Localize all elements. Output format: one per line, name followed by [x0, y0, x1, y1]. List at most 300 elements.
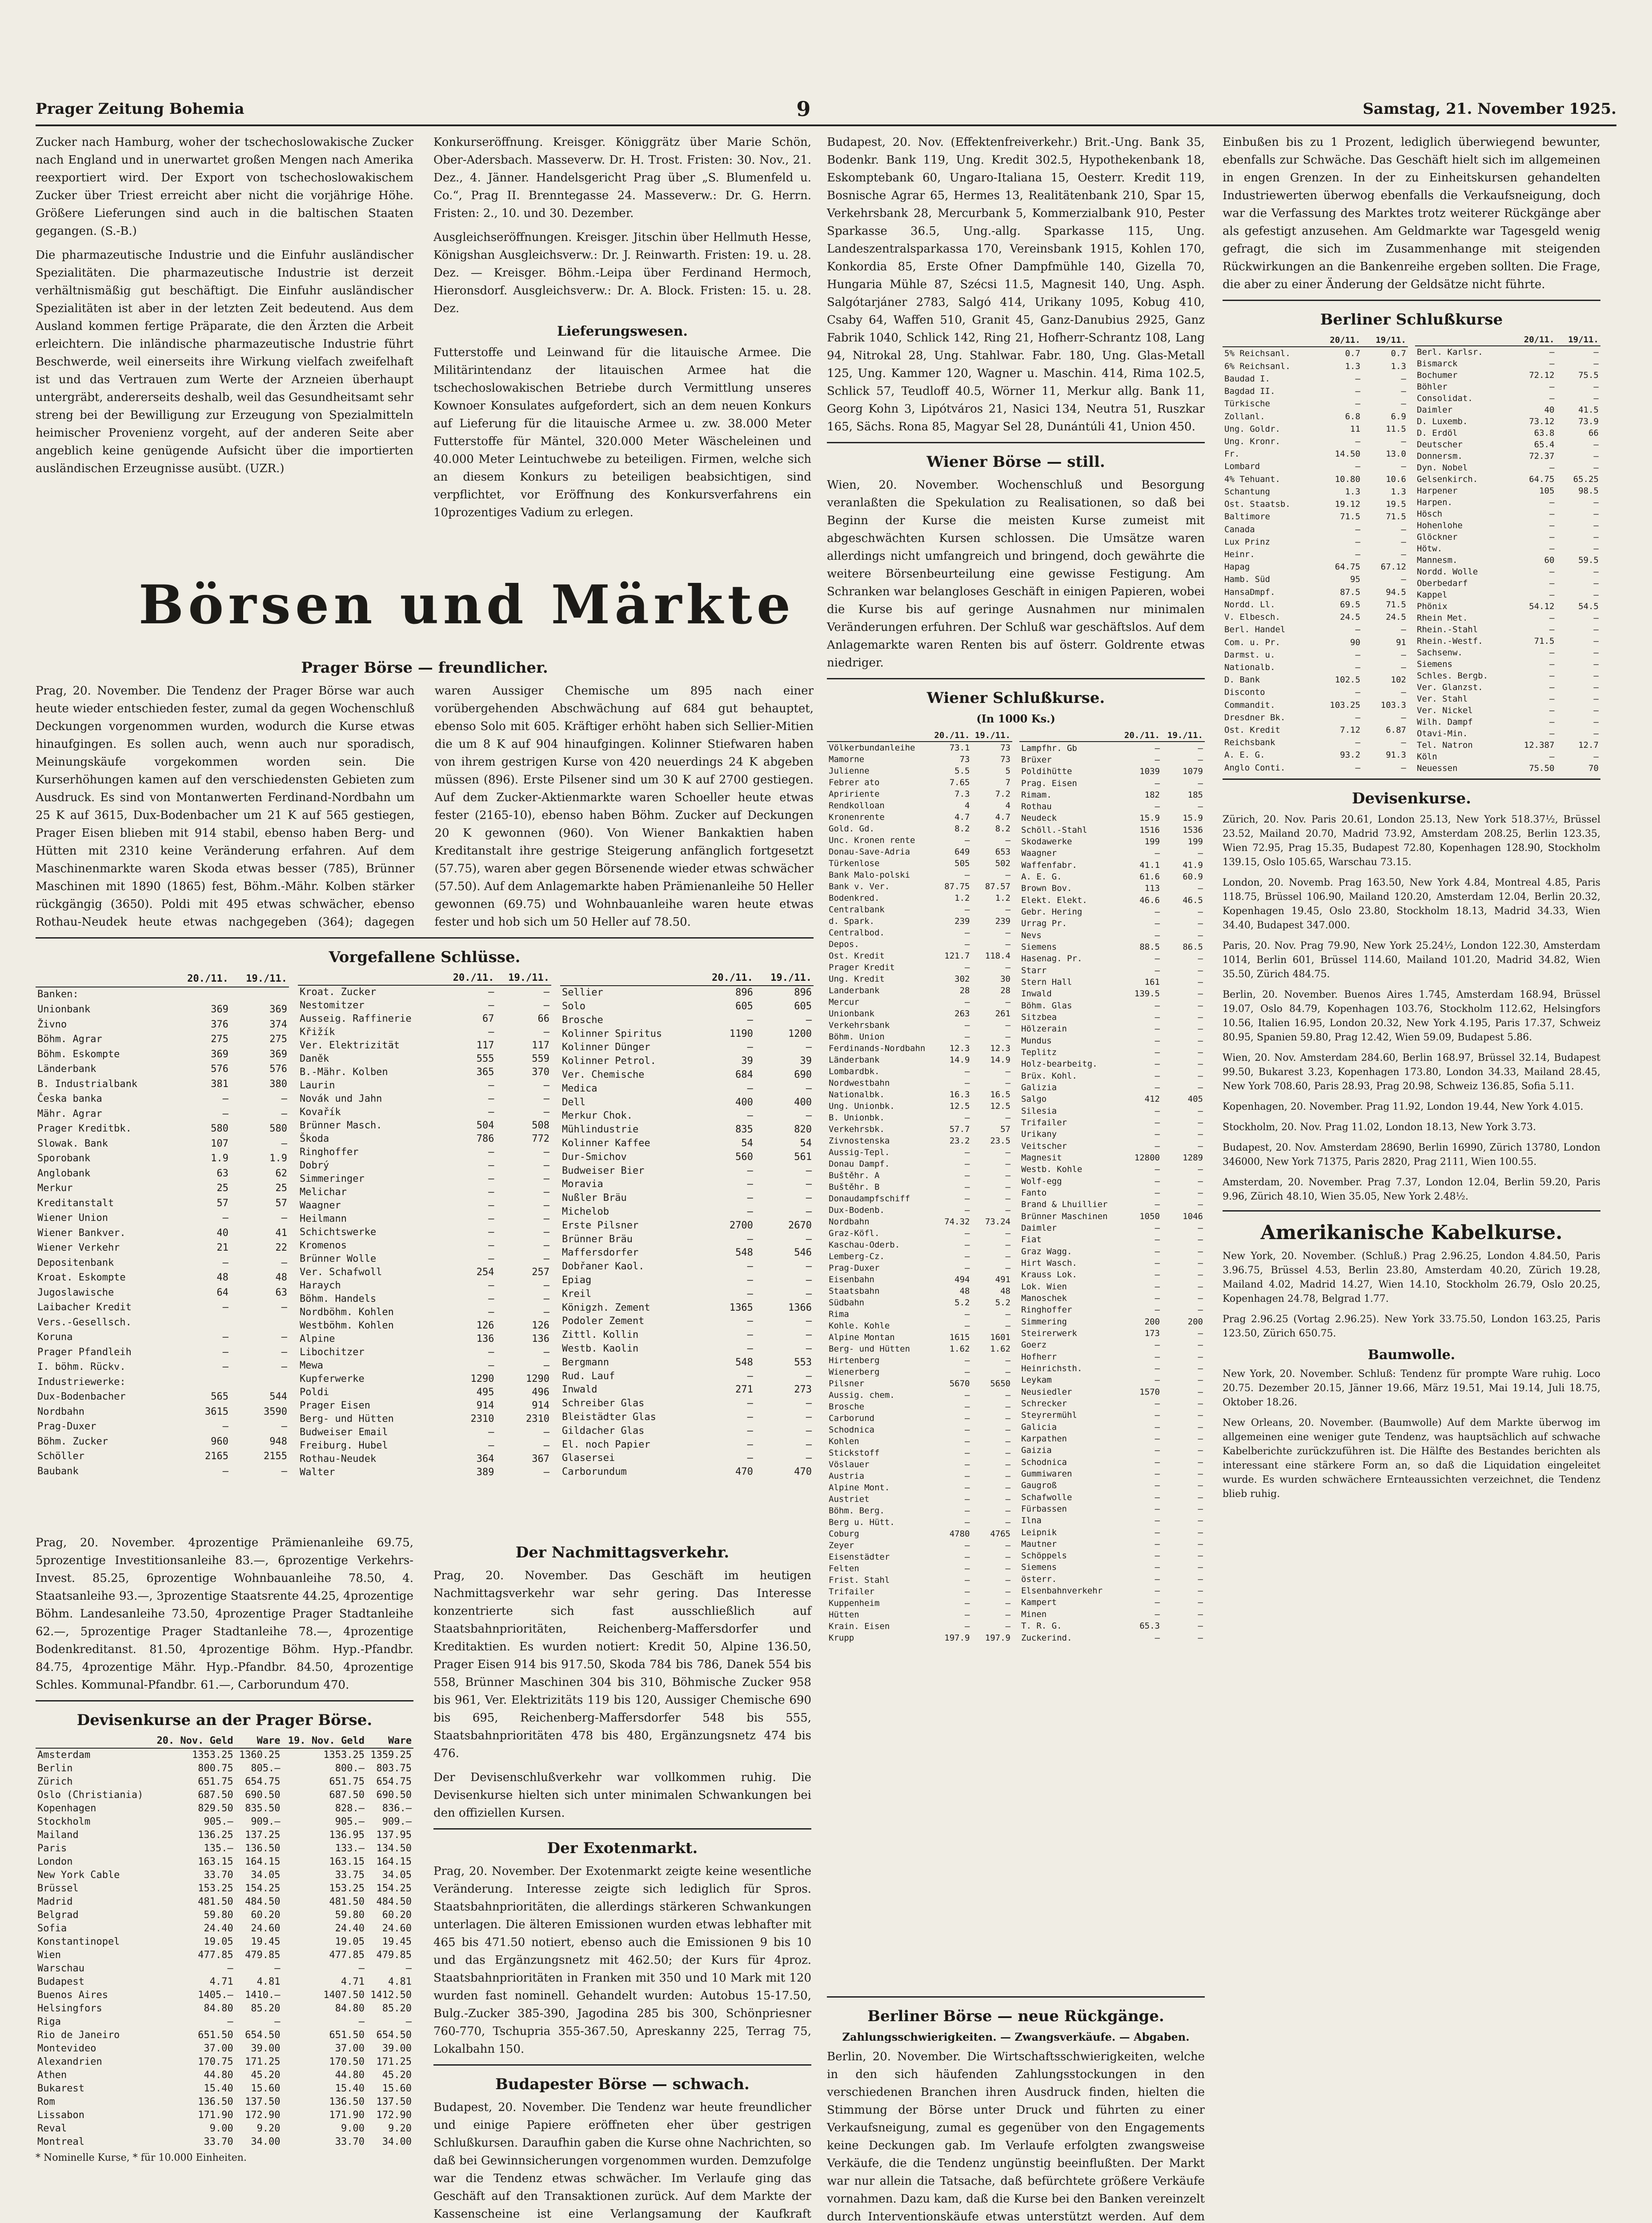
table-cell: 376	[211, 1019, 229, 1030]
table-row-label: Mähr. Agrar	[37, 1108, 102, 1120]
table-cell: —	[1549, 717, 1555, 727]
table-cell: 367	[532, 1453, 549, 1465]
table-row	[827, 1332, 1012, 1343]
table-cell: 369	[211, 1048, 229, 1060]
table-cell: 171.90	[198, 2110, 233, 2121]
table-cell: 5.5	[954, 766, 970, 776]
table-row	[827, 996, 1012, 1008]
table-row-label: Křižík	[300, 1027, 335, 1038]
table-row	[298, 1159, 551, 1172]
table-row	[827, 788, 1012, 800]
table-row-label: Kromenos	[300, 1240, 347, 1251]
table-row	[560, 1109, 814, 1123]
table-cell: 23.2	[949, 1136, 970, 1146]
table-row-label: I. böhm. Rückv.	[37, 1361, 126, 1373]
table-row-label: Rio de Janeiro	[37, 2030, 120, 2041]
table-row	[1019, 1573, 1205, 1585]
table-row-label: D. Bank	[1224, 675, 1260, 685]
table-row	[1415, 485, 1600, 497]
table-cell: —	[1593, 544, 1599, 554]
table-row	[827, 1077, 1012, 1089]
table-cell: —	[965, 1020, 970, 1030]
table-cell: —	[488, 1347, 494, 1358]
table-row-label: Podoler Zement	[562, 1316, 645, 1327]
table-row-label: Hasenag. Pr.	[1021, 954, 1083, 964]
table-cell: 19.45	[382, 1936, 412, 1947]
table-row	[36, 2029, 413, 2042]
table-row-label: Steirerwerk	[1021, 1328, 1077, 1338]
table-cell: —	[806, 1233, 812, 1245]
table-cell: —	[1198, 1445, 1203, 1456]
table-row-label: Laibacher Kredit	[37, 1302, 132, 1313]
table-cell: 828.—	[335, 1803, 365, 1814]
table-cell: —	[488, 1093, 494, 1104]
table-cell: 33.70	[204, 2136, 233, 2147]
berlin-table-left	[1223, 334, 1408, 774]
table-cell: —	[747, 1398, 753, 1409]
table-row-label: Novák und Jahn	[300, 1093, 382, 1104]
table-cell: 2165	[204, 1451, 229, 1462]
table-cell: 12.387	[1524, 740, 1555, 750]
table-cell: —	[1198, 1363, 1203, 1373]
table-row	[827, 1586, 1012, 1597]
table-row-label: Consolidat.	[1417, 393, 1473, 403]
table-cell: 275	[269, 1034, 287, 1045]
table-cell: 1.3	[1391, 361, 1406, 371]
table-cell: —	[1401, 373, 1406, 384]
table-row-label: Prager Pfandleih	[37, 1346, 132, 1358]
table-header-cell: 19/11.	[1556, 334, 1600, 346]
table-row	[1019, 1433, 1205, 1445]
table-cell: 170.50	[329, 2056, 365, 2067]
table-row-label: Nationalb.	[1224, 662, 1275, 672]
table-cell: 39.00	[382, 2043, 412, 2054]
table-row-label: Mailand	[37, 1830, 79, 1841]
table-cell: —	[806, 1192, 812, 1204]
table-cell: —	[1355, 386, 1360, 397]
table-row-label: Inwald	[562, 1384, 597, 1396]
table-row	[1019, 1164, 1205, 1175]
table-row	[560, 1013, 814, 1027]
table-row-label: Hirt Wasch.	[1021, 1258, 1077, 1268]
table-cell: 1601	[990, 1332, 1010, 1342]
table-row	[1019, 1035, 1205, 1047]
table-header-cell: 20/11.	[1316, 334, 1362, 347]
table-row	[298, 1026, 551, 1039]
table-cell: —	[1155, 1258, 1160, 1268]
devisen-prager-heading: Devisenkurse an der Prager Börse.	[76, 1711, 373, 1729]
table-row-label: Prag-Duxer	[829, 1263, 880, 1273]
table-cell: 137.50	[376, 2096, 412, 2107]
table-cell: 491	[995, 1275, 1010, 1284]
table-cell: —	[358, 1963, 365, 1974]
table-cell: —	[1198, 1492, 1203, 1502]
table-cell: 19.12	[1335, 499, 1360, 510]
table-row-label: Pilsner	[829, 1379, 865, 1388]
table-row	[827, 1228, 1012, 1239]
table-cell: —	[1005, 1460, 1010, 1469]
table-row-label: Rhein.-Stahl	[1417, 625, 1478, 634]
table-header-cell: 20./11.	[441, 971, 496, 985]
table-cell: —	[1155, 1340, 1160, 1350]
table-row	[560, 1438, 814, 1452]
table-row-label: Türkische	[1224, 399, 1270, 409]
table-cell: —	[1005, 939, 1010, 949]
table-cell: —	[965, 870, 970, 880]
table-cell: 651.50	[329, 2030, 365, 2041]
table-row	[827, 1112, 1012, 1124]
table-cell: —	[1198, 989, 1203, 999]
berlin-heading: Berliner Börse — neue Rückgänge.	[867, 2007, 1164, 2025]
table-cell: —	[281, 1138, 287, 1149]
table-row-label: Daněk	[300, 1053, 329, 1064]
baumwolle-neworleans: New Orleans, 20. November. (Baumwolle) Auf dem Markte überwog im allgemeinen eine weniger gute Tendenz, was hauptsächlich auf schwache Kabelberichte zurückzuführen ist. Die Hälfte des Bestandes berichten als interessant eine stärkere Form an, so daß die Liquidation eingeleitet wurde. Es wurden schwächere Ernteaussichten verzeichnet, die Tendenz blieb ruhig.	[1223, 1417, 1600, 1500]
table-cell: —	[965, 1205, 970, 1215]
table-row	[298, 1412, 551, 1426]
table-cell: —	[281, 1093, 287, 1105]
table-cell: —	[1005, 1425, 1010, 1435]
table-row	[298, 1439, 551, 1453]
table-row-label: Bochumer	[1417, 370, 1458, 380]
table-cell: —	[1355, 437, 1360, 447]
table-row	[1415, 566, 1600, 578]
col1-lower	[36, 1534, 413, 2163]
table-cell: 197.9	[985, 1633, 1010, 1643]
table-row-label: Krauss Lok.	[1021, 1270, 1077, 1280]
table-row	[1223, 373, 1408, 385]
table-row	[36, 2122, 413, 2135]
table-cell: —	[1198, 1223, 1203, 1233]
table-cell: 1.3	[1391, 486, 1406, 497]
table-row	[827, 1609, 1012, 1621]
col2-lower	[433, 1534, 811, 2223]
table-cell: —	[1198, 1633, 1203, 1643]
table-cell: —	[806, 1042, 812, 1053]
table-cell: —	[1005, 1402, 1010, 1412]
table-cell: —	[1198, 802, 1203, 812]
table-row-label: Donnersm.	[1417, 451, 1463, 461]
table-header-row	[36, 1734, 413, 1748]
table-cell: —	[1593, 694, 1599, 704]
table-row	[36, 1789, 413, 1802]
table-row-label: Ver. Elektrizität	[300, 1040, 400, 1051]
devisen-wien: Wien, 20. Nov. Amsterdam 284.60, Berlin 168.97, Brüssel 32.14, Budapest 99.50, Bukarest 3.23, Kopenhagen 173.80, London 34.33, Mailand 28.45, New York 708.60, Paris 28.93, Prag 20.98, Schweiz 136.85, Sofia 5.11.	[1223, 1052, 1600, 1092]
table-cell: 163.15	[329, 1856, 365, 1867]
table-cell: —	[1155, 1035, 1160, 1046]
table-cell: —	[1155, 1398, 1160, 1408]
table-cell: —	[1005, 870, 1010, 880]
table-cell: —	[1155, 1433, 1160, 1444]
table-cell: 164.15	[376, 1856, 412, 1867]
berlin-cont-text: Einbußen bis zu 1 Prozent, lediglich überwiegend bewunter, ebenfalls zur Schwäche. Das Geschäft hielt sich im allgemeinen in engen Grenzen. In der zu Einheitskursen gehandelten Industriewerten überwog ebenfalls die Verkaufsneigung, doch war die Verfassung des Marktes trotz weiterer Rückgänge aber als gefestigt anzusehen. Am Geldmarkte war Tagesgeld wenig gefragt, die sich im Zusammenhange mit steigenden Rückwirkungen an die Bankenreihe ergeben sollten. Die Frage, die aber zu einer Änderung der Geldsätze nicht führte.	[1223, 136, 1600, 291]
table-row	[298, 1172, 551, 1186]
table-cell: 84.80	[335, 2003, 365, 2014]
table-row	[1019, 801, 1205, 812]
table-cell: —	[1198, 1328, 1203, 1338]
table-row	[827, 1170, 1012, 1181]
table-row-label: Sitzbea	[1021, 1012, 1057, 1023]
table-row	[560, 1192, 814, 1205]
table-cell: —	[1198, 1433, 1203, 1444]
table-cell: 364	[476, 1453, 494, 1465]
table-row	[1019, 1491, 1205, 1503]
table-cell: —	[1355, 537, 1360, 547]
table-row-label: Helsingfors	[37, 2003, 102, 2014]
table-cell: —	[1005, 1621, 1010, 1631]
table-row-label: Slowak. Bank	[37, 1138, 108, 1149]
table-row-label: Ung. Goldr.	[1224, 424, 1280, 434]
table-row-label: Kohle. Kohle	[829, 1321, 890, 1331]
table-row	[827, 1216, 1012, 1228]
table-cell: —	[222, 1302, 229, 1313]
table-cell: —	[1155, 743, 1160, 753]
table-row	[1019, 1398, 1205, 1409]
table-cell: 39	[800, 1055, 812, 1067]
table-row	[1223, 448, 1408, 460]
table-cell: —	[965, 1413, 970, 1423]
table-row-label: Budweiser Email	[300, 1427, 388, 1438]
table-row-label: Glöckner	[1417, 532, 1458, 542]
table-row	[1415, 670, 1600, 682]
table-cell: 54	[741, 1138, 753, 1149]
table-row	[298, 1106, 551, 1119]
table-cell: —	[1198, 1000, 1203, 1011]
table-row	[1223, 586, 1408, 598]
table-row	[1019, 1561, 1205, 1573]
table-row-label: Gaugroß	[1021, 1481, 1057, 1491]
table-cell: —	[1005, 1113, 1010, 1123]
table-cell: —	[1593, 613, 1599, 623]
table-cell: —	[965, 1564, 970, 1573]
table-cell: —	[1593, 521, 1599, 530]
table-cell: 86.5	[1183, 942, 1203, 952]
table-cell: —	[1155, 848, 1160, 859]
table-row	[298, 1119, 551, 1132]
table-cell: —	[543, 1213, 549, 1224]
table-row-label: Bank Malo-polski	[829, 870, 910, 880]
table-row-label: Kreditanstalt	[37, 1197, 114, 1209]
table-cell: —	[1198, 1562, 1203, 1573]
table-row-label: Stickstoff	[829, 1448, 880, 1458]
table-cell: 118.4	[985, 951, 1010, 961]
table-row-label: Brosche	[829, 1402, 865, 1412]
table-row	[1019, 1234, 1205, 1245]
table-row-label: Nordd. Ll.	[1224, 599, 1275, 610]
table-row-label: Köln	[1417, 752, 1437, 762]
table-cell: —	[1155, 1527, 1160, 1537]
table-cell: 54	[800, 1138, 812, 1149]
table-row	[827, 1239, 1012, 1251]
table-row	[1019, 1128, 1205, 1140]
table-row	[1019, 883, 1205, 894]
table-cell: —	[1549, 625, 1555, 634]
schluss-table-left	[36, 971, 289, 1479]
table-row	[1415, 404, 1600, 416]
table-cell: 1366	[788, 1302, 812, 1313]
table-row-label: Mamorne	[829, 754, 865, 764]
table-cell: 12.5	[990, 1101, 1010, 1111]
table-cell: 239	[995, 916, 1010, 926]
table-row-label: Siemens	[1021, 1562, 1057, 1573]
table-row	[36, 1802, 413, 1815]
table-cell: 836.—	[382, 1803, 412, 1814]
table-row-label: Ferdinands-Nordbahn	[829, 1043, 926, 1053]
table-cell: —	[488, 1080, 494, 1091]
table-cell: 121.7	[944, 951, 970, 961]
table-row-label: Mundus	[1021, 1035, 1052, 1046]
table-row	[1415, 439, 1600, 450]
table-row	[1019, 1000, 1205, 1011]
table-cell: 24.40	[335, 1923, 365, 1934]
prague-bourse-block	[36, 649, 814, 1479]
table-row	[36, 1855, 413, 1869]
table-cell: —	[488, 1427, 494, 1438]
table-cell: —	[1355, 373, 1360, 384]
table-row-label: Völkerbundanleihe	[829, 743, 915, 753]
table-row	[1019, 1187, 1205, 1199]
table-cell: —	[965, 1598, 970, 1608]
table-cell: 1353.25	[323, 1750, 365, 1761]
berliner-schluss-tables	[1223, 334, 1600, 774]
table-row-label: Westböhm. Kohlen	[300, 1320, 394, 1331]
table-cell: —	[1198, 1047, 1203, 1058]
table-cell: 605	[735, 1001, 753, 1012]
table-row	[827, 1343, 1012, 1355]
table-header-cell: 19./11.	[230, 971, 289, 987]
table-cell: 7.12	[1340, 725, 1360, 735]
table-row	[1223, 623, 1408, 636]
table-row	[1415, 369, 1600, 381]
table-cell: 905.—	[335, 1816, 365, 1827]
table-row-label: Unionbank	[829, 1009, 874, 1019]
table-cell: —	[227, 2016, 233, 2027]
table-row-label: Westb. Kohle	[1021, 1164, 1083, 1175]
table-cell: 8.2	[954, 824, 970, 834]
table-cell: —	[747, 1425, 753, 1437]
table-row-label: Budweiser Bier	[562, 1165, 645, 1176]
table-cell: —	[1198, 1398, 1203, 1408]
table-row-label: Prag. Eisen	[1021, 778, 1077, 788]
table-cell: —	[965, 928, 970, 938]
table-row-label: Trifailer	[829, 1587, 874, 1597]
table-cell: 34.05	[251, 1870, 281, 1881]
divider	[36, 1700, 413, 1701]
table-cell: 477.85	[198, 1950, 233, 1961]
table-row	[36, 1107, 289, 1122]
prague-bourse-text: Prag, 20. November. Die Tendenz der Prager Börse war auch heute wieder entschieden fester, zumal da gegen Wochenschluß Deckungen vorgenommen wurden, wodurch die Kurse etwas hinaufgingen. Es sollen auch, wenn auch nur sporadisch, Meinungskäufe vorgekommen worden sein. Die Kurserhöhungen kamen auf den verschiedensten Gebieten zum Ausdruck. Es sind von Montanwerten Ferdinand-Nordbahn um 25 K auf 3615, Dux-Bodenbacher um 21 K auf 565 gestiegen, Prager Eisen blieben mit 914 stabil, ebenso haben Berg- und Hütten mit 2310 keine Veränderung erfahren. Auf dem Maschinenmarkte waren Skoda etwas besser (785), Brünner Maschinen mit 1890 (1865) fest, Böhm.-Mähr. Kolben stärker rückgängig (3650). Poldi mit 495 etwas schwächer, ebenso Rothau-Neudek heute etwas nachgegeben (364); dagegen waren Aussiger Chemische um 895 nach einer vorübergehenden Abschwächung auf 684 gut behauptet, ebenso Solo mit 605. Kräftiger erhöht haben sich Sellier-Mitien die um 8 K auf 904 hinaufgingen. Kolinner Stiefwaren haben von ihrem gestrigen Kurse von 420 neuerdings 24 K abgeben müssen (896). Erste Pilsener sind um 30 K auf 2700 gestiegen. Auf dem Zucker-Aktienmarkte waren Schoeller heute etwas fester (2165-10), ebenso haben Böhm. Zucker auf Deckungen 20 K gewonnen (960). Von Wiener Bankaktien haben Kreditanstalt ihre gestrige Steigerung anfänglich fortgesetzt (57.75), waren aber gegen Börsenende wieder etwas schwächer (57.50). Auf dem Anlagemarkte haben Prämienanleihe 50 Heller gewonnen (69.75) und Wohnbauanleihe waren heute etwas fester und hob sich um 50 Heller auf 78.50.	[36, 684, 814, 929]
table-row-label: Industriewerke:	[37, 1376, 126, 1388]
table-row	[1019, 1140, 1205, 1152]
table-cell: —	[1155, 1375, 1160, 1385]
table-cell: 1536	[1183, 825, 1203, 835]
table-cell: 85.20	[251, 2003, 281, 2014]
table-row-label: Schles. Bergb.	[1417, 671, 1488, 681]
table-row	[1019, 1328, 1205, 1339]
table-row-label: Leipnik	[1021, 1527, 1057, 1537]
table-row-label: Vöslauer	[829, 1460, 870, 1469]
table-cell: 34.00	[251, 2136, 281, 2147]
table-row-label: Jugoslawische	[37, 1287, 114, 1298]
table-cell: —	[1005, 1552, 1010, 1562]
table-cell: 105	[1539, 486, 1555, 496]
table-row-label: Ung. Kronr.	[1224, 437, 1280, 447]
table-cell: —	[965, 1171, 970, 1180]
table-cell: —	[281, 1361, 287, 1373]
table-row	[1019, 976, 1205, 988]
table-cell: 48	[275, 1272, 287, 1284]
table-row	[36, 2055, 413, 2069]
table-row	[1019, 918, 1205, 929]
divider	[827, 1996, 1205, 1998]
table-row-label: Hütten	[829, 1610, 859, 1620]
table-cell: —	[1198, 1574, 1203, 1584]
table-cell: 2310	[526, 1413, 549, 1424]
table-row-label: Anglobank	[37, 1168, 91, 1179]
table-cell: 690.50	[245, 1790, 281, 1801]
table-row-label: Siemens	[1417, 659, 1453, 669]
table-cell: 61.6	[1139, 872, 1160, 882]
table-cell: —	[1593, 463, 1599, 473]
table-cell: 9.00	[341, 2123, 365, 2134]
table-cell: 1.3	[1345, 361, 1360, 371]
table-cell: 896	[735, 987, 753, 999]
table-cell: —	[1155, 1000, 1160, 1011]
table-row	[1019, 754, 1205, 766]
table-row-label: Buenos Aires	[37, 1990, 108, 2001]
table-row-label: Goerz	[1021, 1340, 1047, 1350]
table-cell: 6.9	[1391, 411, 1406, 421]
column-2-top	[433, 133, 811, 528]
table-cell: —	[1401, 712, 1406, 722]
table-row-label: Ver. Glanzst.	[1417, 682, 1483, 692]
table-cell: —	[1155, 1270, 1160, 1280]
table-row	[1019, 1280, 1205, 1292]
table-row-label: Hirtenberg	[829, 1356, 880, 1365]
table-cell: —	[1155, 1164, 1160, 1175]
divider	[36, 937, 814, 939]
table-cell: 580	[211, 1123, 229, 1135]
table-row-label: Moravia	[562, 1179, 603, 1190]
table-row-label: Apririente	[829, 789, 880, 799]
table-cell: —	[747, 1179, 753, 1190]
table-row-label: Hötw.	[1417, 544, 1443, 554]
table-row	[827, 1274, 1012, 1285]
table-row	[827, 915, 1012, 927]
table-cell: —	[1005, 1309, 1010, 1319]
table-cell: 90	[1350, 637, 1360, 647]
table-row	[1019, 1339, 1205, 1351]
table-cell: —	[1198, 954, 1203, 964]
table-cell: —	[1593, 347, 1599, 357]
table-row-label: Bank v. Ver.	[829, 882, 890, 891]
table-row-label: Heinr.	[1224, 549, 1255, 559]
table-row-label: Hohenlohe	[1417, 521, 1463, 530]
table-row-label: Baltimore	[1224, 512, 1270, 522]
table-cell: 914	[476, 1400, 494, 1411]
table-row	[36, 1241, 289, 1256]
table-row-label: Ringhoffer	[300, 1147, 359, 1158]
table-row-label: Verkehrsbk.	[829, 1124, 885, 1134]
table-row	[1223, 347, 1408, 360]
table-cell: —	[747, 1206, 753, 1217]
table-row	[560, 1383, 814, 1397]
table-header-cell: 20/11.	[1512, 334, 1556, 346]
table-cell: —	[1401, 662, 1406, 672]
table-cell: 494	[954, 1275, 970, 1284]
table-cell: 173	[1144, 1328, 1160, 1338]
table-cell: —	[488, 1360, 494, 1371]
table-cell: 62	[275, 1168, 287, 1179]
